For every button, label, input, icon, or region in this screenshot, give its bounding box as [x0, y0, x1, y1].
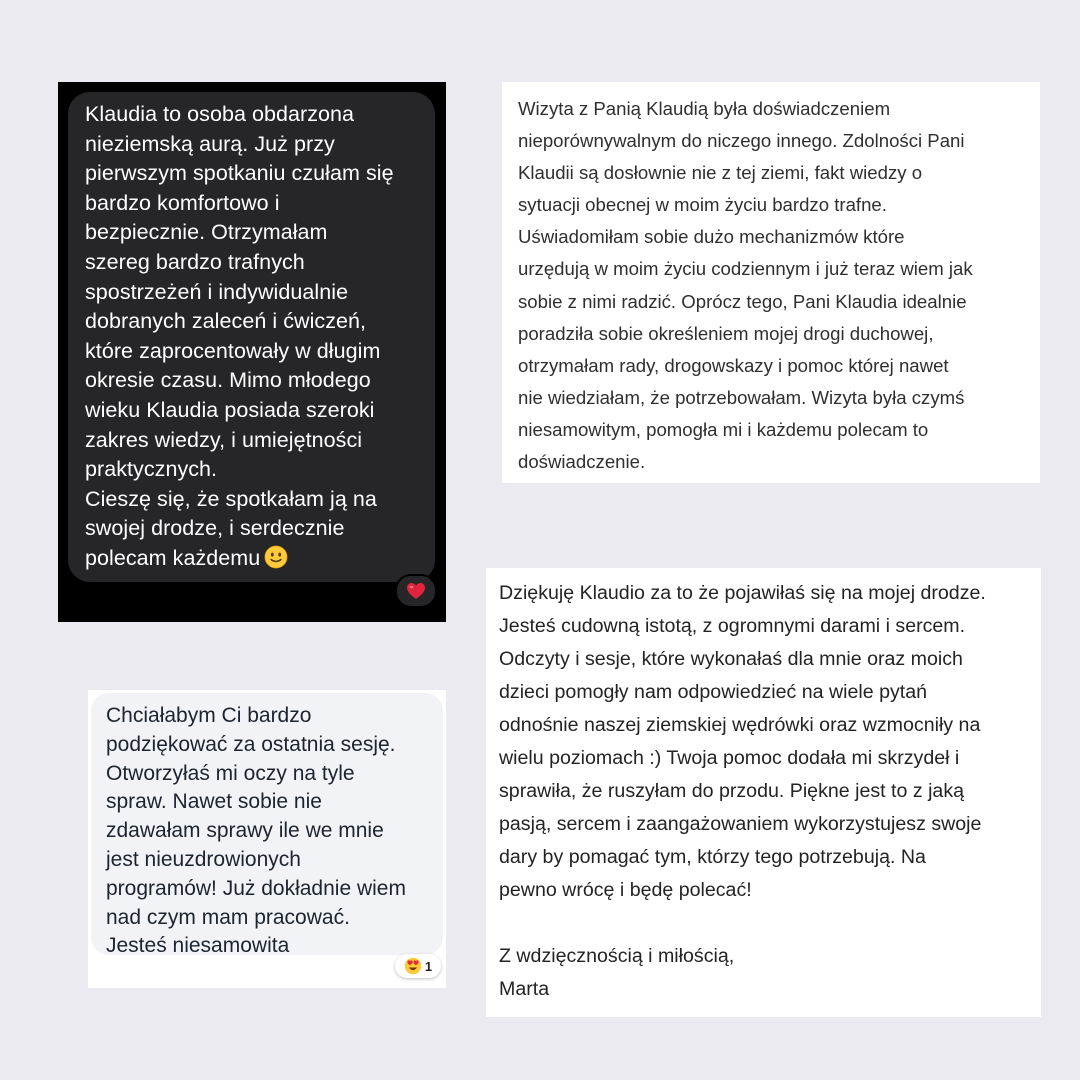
reaction-badge[interactable]	[395, 954, 441, 978]
testimonial-card-4	[486, 568, 1041, 1017]
message-text: Dziękuję Klaudio za to że pojawiłaś się na mojej drodze. Jesteś cudowną istotą, z ogromnymi darami i sercem. Odczyty i sesje, które wykonałaś dla mnie oraz moich dzieci pomogły nam odpowiedzieć na wiele pytań odnośnie naszej ziemskiej wędrówki oraz wzmocniły na wielu poziomach :) Twoja pomoc dodała mi skrzydeł i sprawiła, że ruszyłam do przodu. Piękne jest to z jaką pasją, sercem i zaangażowaniem wykorzystujesz swoje dary by pomagać tym, którzy tego potrzebują. Na pewno wrócę i będę polecać!	[499, 582, 986, 901]
red-heart-icon	[406, 582, 426, 600]
message-text: Chciałabym Ci bardzo podziękować za ostatnia sesję. Otworzyłaś mi oczy na tyle spraw. Nawet sobie nie zdawałam sprawy ile we mnie jest nieuzdrowionych programów! Już dokładnie wiem nad czym mam pracować. Jesteś niesamowita	[106, 704, 406, 958]
message-bubble	[91, 693, 443, 958]
signature: Z wdzięcznością i miłością, Marta	[499, 945, 735, 1000]
message-text: Wizyta z Panią Klaudią była doświadczeniem nieporównywalnym do niczego innego. Zdolności Pani Klaudii są dosłownie nie z tej ziemi, fakt wiedzy o sytuacji obecnej w moim życiu bardzo trafne. Uświadomiłam sobie dużo mechanizmów które urzędują w moim życiu codziennym i już teraz wiem jak sobie z nimi radzić. Oprócz tego, Pani Klaudia idealnie poradziła sobie określeniem mojej drogi duchowej, otrzymałam rady, drogowskazy i pomoc której nawet nie wiedziałam, że potrzebowałam. Wizyta była czymś niesamowitym, pomogła mi i każdemu polecam to doświadczenie.	[518, 98, 973, 473]
testimonial-card-1	[58, 82, 446, 622]
testimonial-card-2	[502, 82, 1040, 483]
slightly-smiling-face-icon	[264, 545, 288, 569]
reaction-badge[interactable]	[395, 574, 437, 608]
message-bubble	[68, 92, 435, 582]
message-text: Klaudia to osoba obdarzona nieziemską aurą. Już przy pierwszym spotkaniu czułam się bardzo komfortowo i bezpiecznie. Otrzymałam szereg bardzo trafnych spostrzeżeń i indywidualnie dobranych zaleceń i ćwiczeń, które zaprocentowały w długim okresie czasu. Mimo młodego wieku Klaudia posiada szeroki zakres wiedzy, i umiejętności praktycznych. Cieszę się, że spotkałam ją na swojej drodze, i serdecznie polecam każdemu	[85, 102, 394, 570]
heart-eyes-icon	[404, 957, 422, 975]
reaction-count: 1	[424, 958, 433, 974]
testimonial-card-3	[88, 690, 446, 988]
